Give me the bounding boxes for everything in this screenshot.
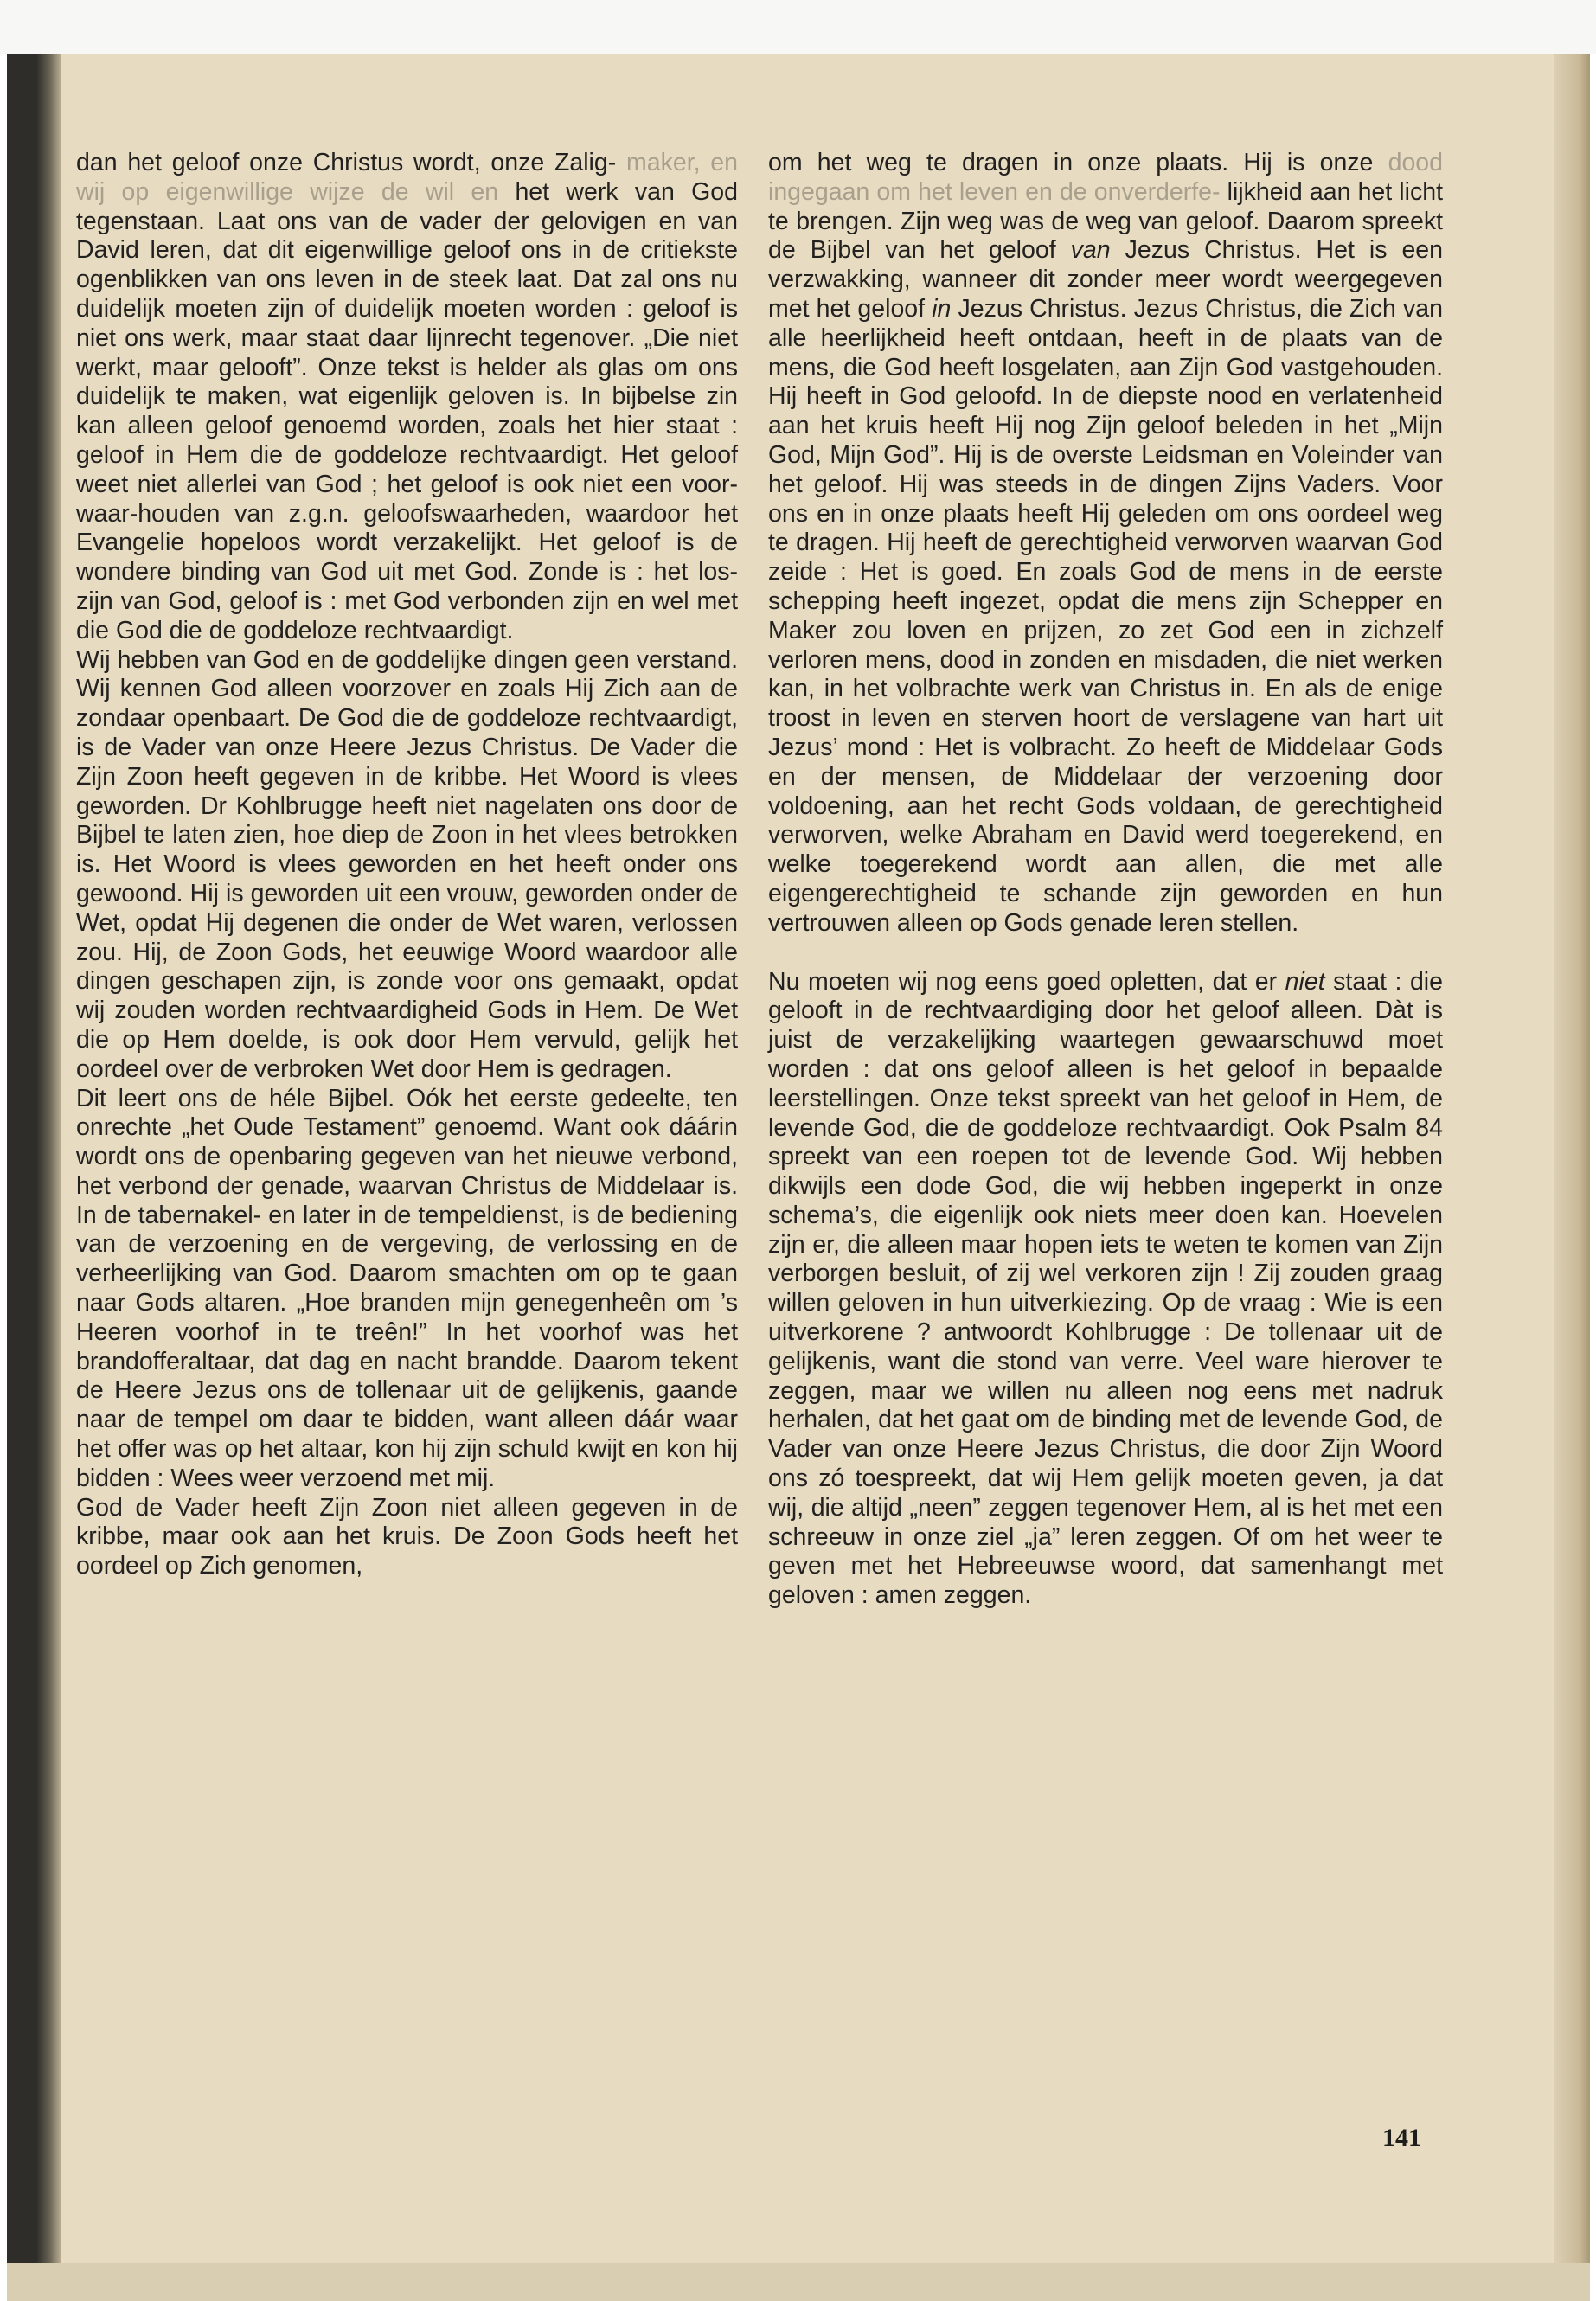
page-bottom-band: [7, 2263, 1590, 2301]
text-run: Jezus Christus. Jezus Christus, die Zich van alle heerlijkheid heeft ontdaan, heeft in de plaats van de mens, die God heeft losgelaten, aan Zijn God vastgehouden. Hij heeft in God geloofd. In de diepste nood en verlatenheid aan het kruis heeft Hij nog Zijn geloof beleden in het „Mijn God, Mijn God”. Hij is de overste Leidsman en Voleinder van het geloof. Hij was steeds in de dingen Zijns Vaders. Voor ons en in onze plaats heeft Hij geleden om ons oordeel weg te dragen. Hij heeft de gerechtigheid verworven waarvan God zeide : Het is goed. En zoals God de mens in de eerste schepping heeft ingezet, opdat die mens zijn Schepper en Maker zou loven en prijzen, zo zet God een in zichzelf verloren mens, dood in zonden en misdaden, die niet werken kan, in het volbrachte werk van Christus in. En als de enige troost in leven en sterven hoort de verslagene van hart uit Jezus’ mond : Het is volbracht. Zo heeft de Middelaar Gods en der mensen, de Middelaar der verzoening door voldoening, aan het recht Gods voldaan, de gerechtigheid verworven, welke Abraham en David werd toegerekend, en welke toegerekend wordt aan allen, die met alle eigengerechtigheid te schande zijn geworden en hun vertrouwen alleen op Gods genade leren stellen.: [768, 294, 1443, 937]
book-spine: [7, 54, 61, 2301]
faded-text-line: maker, en wij op eigenwillige wijze de wil en: [76, 149, 738, 206]
text-run: Nu moeten wij nog eens goed opletten, dat er: [768, 967, 1278, 996]
page-edge-shadow: [1554, 54, 1590, 2301]
italic-word: niet: [1285, 967, 1325, 996]
page-number: 141: [1382, 2124, 1421, 2152]
text-run: Jezus Christus. Het is een verzwakking, wanneer dit zonder meer wordt weergegeven met het geloof: [768, 236, 1444, 323]
text-line: dan het geloof onze Christus wordt, onze Zalig-: [76, 149, 617, 176]
text-line: om het weg te dragen in onze plaats. Hij is onze: [768, 149, 1374, 176]
scan-background: [0, 0, 1596, 54]
text-run: staat : die gelooft in de rechtvaardiging door het geloof alleen. Dàt is juist de verzakelijking waartegen gewaarschuwd moet worden : dat ons geloof alleen is het geloof in bepaalde leerstellingen. Onze tekst spreekt van het geloof in Hem, de levende God, die de goddeloze rechtvaardigt. Ook Psalm 84 spreekt van een roepen tot de levende God. Wij hebben dikwijls een dode God, die wij hebben ingeperkt in onze schema’s, die eigenlijk ook niets meer doen kan. Hoevelen zijn er, die alleen maar hopen iets te weten te komen van Zijn verborgen besluit, of zij wel verkoren zijn ! Zij zouden graag willen geloven in hun uitverkiezing. Op de vraag : Wie is een uitverkorene ? antwoordt Kohlbrugge : De tollenaar uit de gelijkenis, want die stond van verre. Veel ware hierover te zeggen, maar we willen nu alleen nog eens met nadruk herhalen, dat het gaat om de binding met de levende God, de Vader van onze Heere Jezus Christus, die door Zijn Woord ons zó toespreekt, dat wij Hem gelijk moeten geven, ja dat wij, die altijd „neen” zeggen tegenover Hem, al is het met een schreeuw in onze ziel „ja” leren zeggen. Of om het weer te geven met het Hebreeuwse woord, dat samenhangt met geloven : amen zeggen.: [768, 967, 1443, 1610]
paragraph: [768, 968, 1443, 1612]
paragraph: [76, 149, 738, 646]
book-page: [7, 54, 1590, 2301]
left-column: [76, 149, 738, 1581]
text-run: lijkheid aan het licht te brengen. Zijn weg was de weg van geloof. Daarom spreekt de Bijbel van het geloof: [768, 177, 1443, 265]
text-run: het werk van God tegenstaan. Laat ons van de vader der gelovigen en van David leren, dat dit eigenwillige geloof ons in de critiekste ogenblikken van ons leven in de steek laat. Dat zal ons nu duidelijk moeten zijn of duidelijk moeten worden : geloof is niet ons werk, maar staat daar lijnrecht tegenover. „Die niet werkt, maar gelooft”. Onze tekst is helder als glas om ons duidelijk te maken, wat eigenlijk geloven is. In bijbelse zin kan alleen geloof genoemd worden, zoals het hier staat : geloof in Hem die de goddeloze rechtvaardigt. Het geloof weet niet allerlei van God ; het geloof is ook niet een voor-waar-houden van z.g.n. geloofswaarheden, waardoor het Evangelie hopeloos wordt verzakelijkt. Het geloof is de wondere binding van God uit met God. Zonde is : het los-zijn van God, geloof is : met God verbonden zijn en wel met die God die de goddeloze rechtvaardigt.: [76, 177, 738, 644]
paragraph: God de Vader heeft Zijn Zoon niet alleen gegeven in de kribbe, maar ook aan het kruis. De Zoon Gods heeft het oordeel op Zich genomen,: [76, 1493, 738, 1580]
italic-word: van: [1070, 236, 1111, 265]
paragraph: [768, 149, 1443, 939]
faded-text-line: dood ingegaan om het leven en de onverderfe-: [768, 149, 1443, 206]
right-column: [768, 149, 1443, 1611]
italic-word: in: [932, 294, 952, 323]
paragraph: Dit leert ons de héle Bijbel. Oók het eerste gedeelte, ten onrechte „het Oude Testament” genoemd. Want ook dáárin wordt ons de openbaring gegeven van het nieuwe verbond, het verbond der genade, waarvan Christus de Middelaar is. In de tabernakel- en later in de tempeldienst, is de bediening van de verzoening en de vergeving, de verlossing en de verheerlijking van God. Daarom smachten om op te gaan naar Gods altaren. „Hoe branden mijn genegenheên om ’s Heeren voorhof in te treên!” In het voorhof was het brandofferaltaar, dat dag en nacht brandde. Daarom tekent de Heere Jezus ons de tollenaar uit de gelijkenis, gaande naar de tempel om daar te bidden, want alleen dáár waar het offer was op het altaar, kon hij zijn schuld kwijt en kon hij bidden : Wees weer verzoend met mij.: [76, 1084, 738, 1492]
paragraph: Wij hebben van God en de goddelijke dingen geen verstand. Wij kennen God alleen voorzover en zoals Hij Zich aan de zondaar openbaart. De God die de goddeloze rechtvaardigt, is de Vader van onze Heere Jezus Christus. De Vader die Zijn Zoon heeft gegeven in de kribbe. Het Woord is vlees geworden. Dr Kohlbrugge heeft niet nagelaten ons door de Bijbel te laten zien, hoe diep de Zoon in het vlees betrokken is. Het Woord is vlees geworden en het heeft onder ons gewoond. Hij is geworden uit een vrouw, geworden onder de Wet, opdat Hij degenen die onder de Wet waren, verlossen zou. Hij, de Zoon Gods, het eeuwige Woord waardoor alle dingen geschapen zijn, is zonde voor ons gemaakt, opdat wij zouden worden rechtvaardigheid Gods in Hem. De Wet die op Hem doelde, is ook door Hem vervuld, gelijk het oordeel over de verbroken Wet door Hem is gedragen.: [76, 645, 738, 1083]
